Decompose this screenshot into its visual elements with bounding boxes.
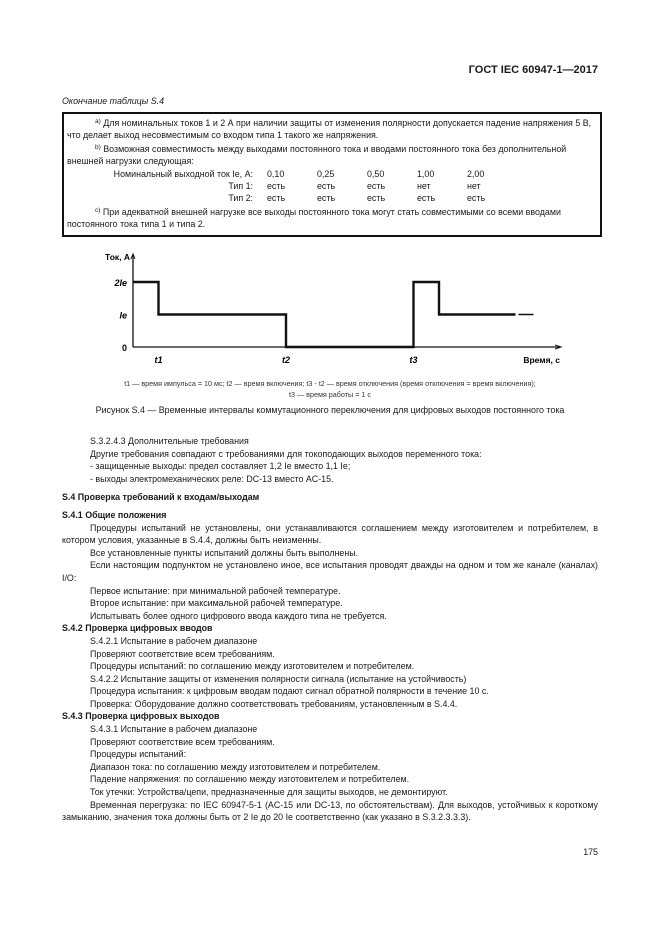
paragraph: Второе испытание: при максимальной рабочей температуре. (90, 598, 343, 609)
table-cell: 1,00 (417, 168, 435, 179)
paragraph: Процедура испытания: к цифровым вводам подают сигнал обратной полярности в течение 10 с. (90, 686, 489, 697)
paragraph: - выходы электромеханических реле: DC-13 вместо AC-15. (90, 473, 334, 484)
footnote-text: Для номинальных токов 1 и 2 А при наличии защиты от изменения полярности допускается падение напряжения 5 В, что делает выход несовместимым со входом типа 1 такого же напряжения. (67, 118, 592, 141)
x-tick-label: t2 (281, 355, 291, 365)
paragraph: S.4.2.1 Испытание в рабочем диапазоне (90, 635, 258, 646)
table-cell: есть (367, 193, 386, 204)
table-cell: 2,00 (467, 168, 485, 179)
table-cell: 0,25 (317, 168, 335, 179)
section-heading: S.4.3 Проверка цифровых выходов (62, 711, 220, 722)
row-label: Номинальный выходной ток Ie, А: (113, 168, 253, 179)
paragraph: Временная перегрузка: по IEC 60947-5-1 (AC-15 или DC-13, по обстоятельствам). Для выходов, устойчивых к короткому замыканию, значения тока должны быть от 2 Ie до 20 Ie соответственно (как указано в S.3.2.3.3.3). (62, 799, 598, 823)
table-cell: есть (317, 193, 336, 204)
figure-note: t1 — время импульса = 10 мс; t2 — время включения; t3 - t2 — время отключения (время отключения = время включения); (124, 379, 536, 388)
current-step-series (133, 282, 516, 347)
document-header: ГОСТ IEC 60947-1—2017 (468, 64, 598, 76)
table-cell: 0,50 (367, 168, 385, 179)
paragraph: Процедуры испытаний: (90, 749, 187, 760)
section-heading: S.4.1 Общие положения (62, 509, 167, 520)
paragraph: S.3.2.4.3 Дополнительные требования (90, 436, 249, 446)
table-cell: 0,10 (267, 168, 285, 179)
paragraph: Все установленные пункты испытаний должны быть выполнены. (90, 547, 359, 558)
paragraph: S.4.3.1 Испытание в рабочем диапазоне (90, 724, 258, 735)
x-axis-label: Время, с (523, 355, 560, 365)
page-number: 175 (583, 847, 598, 857)
footnote-text: При адекватной внешней нагрузке все выходы постоянного тока могут стать совместимыми со всеми вводами постоянного тока типа 1 и типа 2. (67, 206, 561, 230)
paragraph: Падение напряжения: по соглашению между изготовителем и потребителем. (90, 774, 410, 785)
figure-notes (62, 378, 598, 400)
table-row (67, 180, 597, 192)
figure-caption: Рисунок S.4 — Временные интервалы коммутационного переключения для цифровых выходов постоянного тока (95, 405, 565, 415)
table-cell: есть (467, 193, 486, 204)
paragraph: Ток утечки: Устройства/цепи, предназначенные для защиты выходов, не демонтируют. (90, 787, 448, 798)
body-text (62, 435, 598, 824)
table-cell: есть (267, 181, 286, 192)
y-tick-label: 2Ie (114, 278, 127, 288)
paragraph: Диапазон тока: по соглашению между изготовителем и потребителем. (90, 761, 381, 772)
footnote-mark: b) (95, 143, 101, 151)
table-row (67, 192, 597, 204)
footnote-a (67, 116, 597, 142)
table-cell: есть (367, 181, 386, 192)
paragraph: Другие требования совпадают с требованиями для токоподающих выходов переменного тока: (90, 448, 482, 459)
table-cell: есть (267, 193, 286, 204)
y-tick-label: Ie (119, 310, 127, 321)
compatibility-table (67, 168, 597, 205)
section-heading: S.4 Проверка требований к входам/выходам (62, 492, 260, 503)
footnote-mark: c) (95, 206, 101, 214)
section-heading: S.4.2 Проверка цифровых вводов (62, 623, 213, 634)
footnote-mark: a) (95, 118, 101, 125)
paragraph: Испытывать более одного цифрового ввода каждого типа не требуется. (90, 610, 387, 621)
paragraph: Проверяют соответствие всем требованиям. (90, 648, 275, 659)
y-tick-label: 0 (121, 343, 127, 353)
paragraph: Процедуры испытаний: по соглашению между изготовителем и потребителем. (90, 661, 415, 672)
paragraph: Проверка: Оборудование должно соответствовать требованиям, установленным в S.4.4. (90, 698, 458, 709)
paragraph: Первое испытание: при минимальной рабочей температуре. (90, 585, 341, 596)
table-row (67, 168, 597, 180)
row-label: Тип 2: (228, 193, 253, 204)
x-tick-label: t1 (154, 355, 163, 365)
table-cell: нет (467, 181, 481, 192)
paragraph: - защищенные выходы: предел составляет 1,2 Ie вместо 1,1 Ie; (90, 461, 351, 472)
paragraph: Процедуры испытаний не установлены, они устанавливаются соглашением между изготовителем и потребителем, в котором условия, указанные в S.4.4, должны быть неизменны. (62, 522, 598, 546)
table-cell: нет (417, 181, 431, 192)
footnote-text: Возможная совместимость между выходами постоянного тока и вводами постоянного тока без дополнительной внешней нагрузки следующая: (67, 143, 567, 167)
figure-note: t3 — время работы = 1 с (288, 390, 371, 399)
footnote-c (67, 205, 597, 231)
table-continuation-label: Окончание таблицы S.4 (62, 96, 165, 106)
paragraph: Проверяют соответствие всем требованиям. (90, 736, 275, 747)
x-tick-label: t3 (409, 355, 418, 365)
table-cell: есть (317, 181, 336, 192)
footnote-b (67, 142, 597, 168)
row-label: Тип 1: (228, 181, 253, 192)
paragraph: Если настоящим подпунктом не установлено иное, все испытания проводят дважды на одном и том же канале (каналах) I/O: (62, 560, 598, 583)
table-footnotes-box (62, 112, 602, 237)
timing-chart (100, 250, 570, 370)
table-cell: есть (417, 193, 436, 204)
y-axis-label: Ток, А (105, 252, 130, 262)
paragraph: S.4.2.2 Испытание защиты от изменения полярности сигнала (испытание на устойчивость) (90, 673, 467, 684)
